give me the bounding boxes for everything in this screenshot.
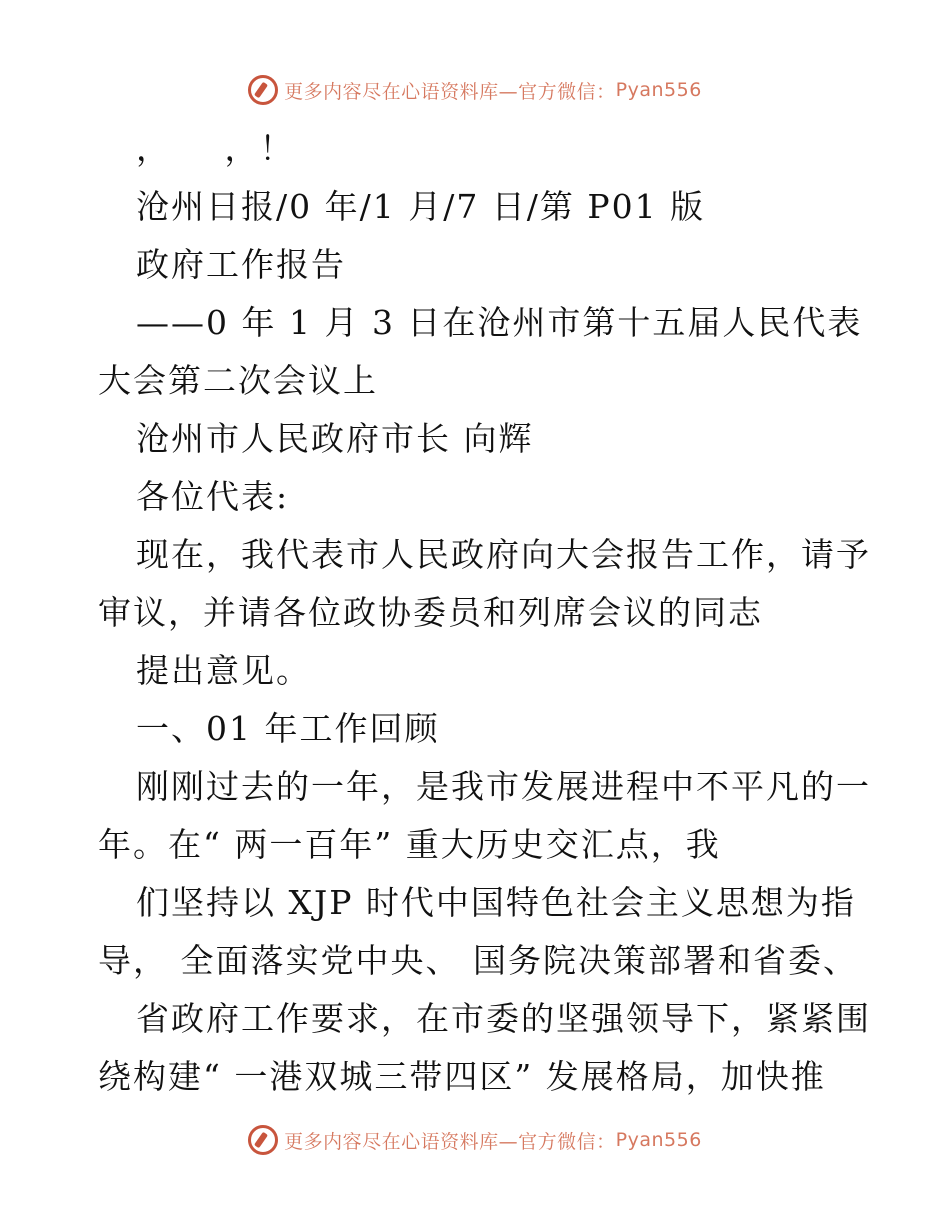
watermark-text: 更多内容尽在心语资料库—官方微信： bbox=[284, 80, 616, 103]
watermark-wechat-id: Pyan556 bbox=[615, 1129, 702, 1151]
document-body bbox=[98, 120, 871, 1106]
text-line: ， ，！ bbox=[136, 129, 295, 168]
footer-watermark bbox=[0, 1120, 950, 1160]
text-line: ——0 年 1 月 3 日在沧州市第十五届人民代表 bbox=[136, 303, 863, 342]
text-line: 大会第二次会议上 bbox=[98, 361, 378, 400]
text-line: 年。在“ 两一百年” 重大历史交汇点，我 bbox=[98, 825, 721, 864]
text-line: 沧州市人民政府市长 向辉 bbox=[136, 419, 534, 458]
text-line: 政府工作报告 bbox=[136, 245, 346, 284]
watermark-logo-icon bbox=[248, 75, 278, 105]
text-line: 审议，并请各位政协委员和列席会议的同志 bbox=[98, 593, 763, 632]
watermark-text: 更多内容尽在心语资料库—官方微信： bbox=[284, 1130, 616, 1153]
text-line: 省政府工作要求，在市委的坚强领导下，紧紧围 bbox=[136, 999, 871, 1038]
text-line: 各位代表: bbox=[136, 477, 290, 516]
text-line: 们坚持以 XJP 时代中国特色社会主义思想为指 bbox=[136, 883, 856, 922]
text-line: 现在，我代表市人民政府向大会报告工作，请予 bbox=[136, 535, 871, 574]
header-watermark bbox=[0, 70, 950, 110]
text-line: 绕构建“ 一港双城三带四区” 发展格局，加快推 bbox=[98, 1057, 826, 1096]
text-line: 刚刚过去的一年，是我市发展进程中不平凡的一 bbox=[136, 767, 871, 806]
text-line: 一、01 年工作回顾 bbox=[136, 709, 440, 748]
text-line: 提出意见。 bbox=[136, 651, 311, 690]
watermark-logo-icon bbox=[248, 1125, 278, 1155]
watermark-wechat-id: Pyan556 bbox=[615, 79, 702, 101]
text-line: 沧州日报/0 年/1 月/7 日/第 P01 版 bbox=[136, 187, 706, 226]
text-line: 导， 全面落实党中央、 国务院决策部署和省委、 bbox=[98, 941, 858, 980]
